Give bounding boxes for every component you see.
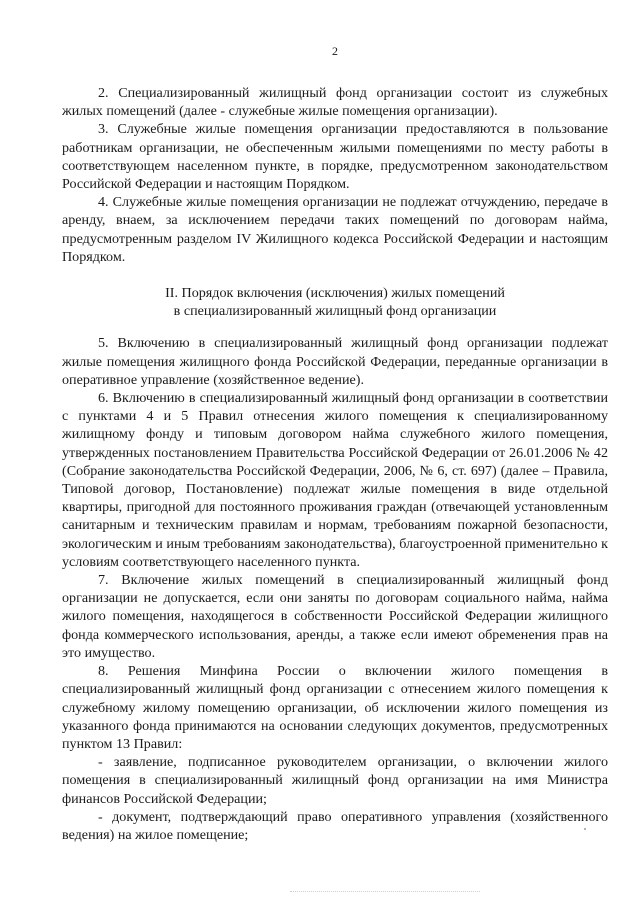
section-heading [62, 284, 608, 320]
paragraph-4: 4. Служебные жилые помещения организации не подлежат отчуждению, передаче в аренду, внаем, за исключением передачи таких помещений по договорам найма, предусмотренным разделом IV Жилищного кодекса Российской Федерации и настоящим Порядком. [62, 194, 608, 265]
section-heading-line-1: II. Порядок включения (исключения) жилых помещений [165, 285, 505, 302]
list-item-ownership-document: - документ, подтверждающий право оперативного управления (хозяйственного ведения) на жилое помещение; [62, 808, 608, 843]
scan-artifact-line [290, 891, 480, 895]
list-item-statement: - заявление, подписанное руководителем организации, о включении жилого помещения в специализированный жилищный фонд организации на имя Министра финансов Российской Федерации; [62, 754, 608, 807]
document-page [62, 0, 608, 905]
paragraph-6: 6. Включению в специализированный жилищный фонд организации в соответствии с пунктами 4 и 5 Правил отнесения жилого помещения к специализированному жилищному фонду и типовым договором найма служебного жилого помещения, утвержденных постановлением Правительства Российской Федерации от 26.01.2006 № 42 (Собрание законодательства Российской Федерации, 2006, № 6, ст. 697) (далее – Правила, Типовой договор, Постановление) подлежат жилые помещения в виде отдельной квартиры, пригодной для постоянного проживания граждан (отвечающей установленным санитарным и техническим правилам и нормам, требованиям пожарной безопасности, экологическим и иным требованиям законодательства), благоустроенной применительно к условиям соответствующего населенного пункта. [62, 390, 608, 570]
scan-speck [584, 828, 586, 830]
document-body [62, 84, 608, 844]
paragraph-8: 8. Решения Минфина России о включении жилого помещения в специализированный жилищный фонд организации с отнесением жилого помещения к служебному жилому помещению организации, об исключении жилого помещения из указанного фонда принимаются на основании следующих документов, предусмотренных пунктом 13 Правил: [62, 663, 608, 752]
paragraph-3: 3. Служебные жилые помещения организации предоставляются в пользование работникам организации, не обеспеченным жилыми помещениями по месту работы в соответствующем населенном пункте, в порядке, предусмотренном законодательством Российской Федерации и настоящим Порядком. [62, 121, 608, 193]
paragraph-5: 5. Включению в специализированный жилищный фонд организации подлежат жилые помещения жилищного фонда Российской Федерации, переданные организации в оперативное управление (хозяйственное ведение). [62, 335, 608, 388]
page-number: 2 [332, 44, 338, 58]
section-heading-line-2: в специализированный жилищный фонд организации [173, 303, 497, 320]
paragraph-7: 7. Включение жилых помещений в специализированный жилищный фонд организации не допускается, если они заняты по договорам социального найма, найма жилого помещения, находящегося в собственности Российской Федерации жилищного фонда коммерческого использования, аренды, а также если имеют обременения прав на это имущество. [62, 572, 608, 661]
paragraph-2: 2. Специализированный жилищный фонд организации состоит из служебных жилых помещений (далее - служебные жилые помещения организации). [62, 85, 608, 120]
